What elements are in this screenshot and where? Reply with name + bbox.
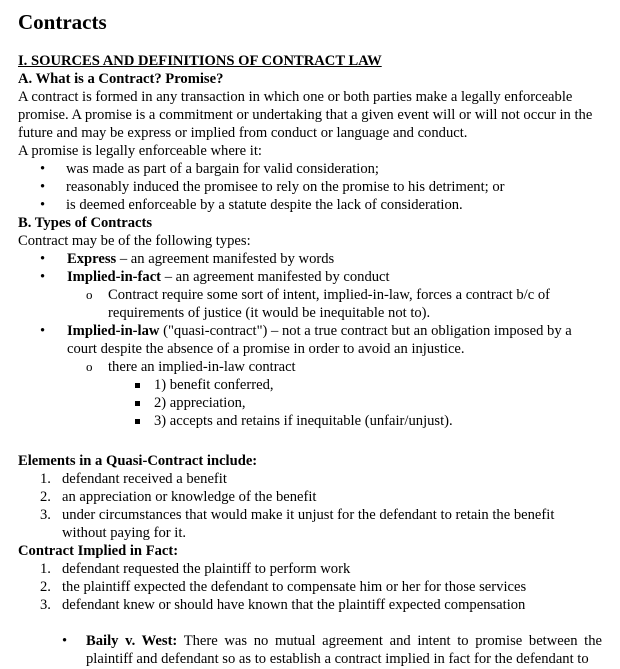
document-title: Contracts — [18, 10, 107, 34]
subheading-what-is-contract: A. What is a Contract? Promise? — [18, 71, 224, 87]
list-item — [18, 560, 602, 578]
list-item: • was made as part of a bargain for valid consideration; — [18, 160, 602, 178]
list-item: 3) accepts and retains if inequitable (unfair/unjust). — [18, 412, 602, 430]
list-item — [18, 578, 602, 596]
implied-in-fact-elements-list — [18, 560, 602, 614]
term-express-desc: – an agreement manifested by words — [116, 251, 335, 267]
list-item — [18, 506, 602, 542]
list-item: • is deemed enforceable by a statute despite the lack of consideration. — [18, 196, 602, 214]
list-text: an appreciation or knowledge of the benefit — [62, 489, 317, 505]
paragraph-types-intro: Contract may be of the following types: — [18, 233, 251, 249]
term-express: Express — [67, 251, 117, 267]
enforceable-conditions-list — [18, 160, 602, 214]
list-item-express — [18, 250, 602, 268]
contract-types-list — [18, 250, 602, 286]
paragraph-contract-definition: A contract is formed in any transaction in which one or both parties make a legally enforceable promise. A promise is a commitment or undertaking that a given event will or will not occur in the future and may be express or implied from conduct or language and conduct. — [18, 89, 593, 141]
term-implied-in-fact-desc: – an agreement manifested by conduct — [161, 269, 390, 285]
list-number: 2. — [40, 489, 51, 505]
paragraph-enforceable-intro: A promise is legally enforceable where it: — [18, 143, 262, 159]
case-list — [18, 632, 602, 668]
term-implied-in-law: Implied-in-law — [67, 323, 160, 339]
list-item-implied-in-law — [18, 322, 602, 358]
list-number: 3. — [40, 507, 51, 523]
quasi-contract-elements-list — [18, 470, 602, 542]
case-summary: There was no mutual agreement and intent to promise between the plaintiff and defendant so as to establish a contract implied in fact for the defendant to — [86, 633, 602, 667]
list-text: defendant knew or should have known that the plaintiff expected compensation — [62, 597, 526, 613]
list-number: 2. — [40, 579, 51, 595]
term-implied-in-law-desc: ("quasi-contract") – not a true contract but an obligation imposed by a court despite the absence of a promise in order to avoid an injustice. — [67, 323, 572, 357]
implied-fact-sublist — [18, 286, 602, 322]
case-name: Baily v. West: — [86, 633, 178, 649]
term-implied-in-fact: Implied-in-fact — [67, 269, 162, 285]
heading-contract-implied-in-fact: Contract Implied in Fact: — [18, 543, 179, 559]
case-item-baily-v-west — [18, 632, 602, 668]
subheading-types-of-contracts: B. Types of Contracts — [18, 215, 153, 231]
heading-quasi-contract-elements: Elements in a Quasi-Contract include: — [18, 453, 258, 469]
list-item: 1) benefit conferred, — [18, 376, 602, 394]
list-item: • reasonably induced the promisee to rely on the promise to his detriment; or — [18, 178, 602, 196]
list-item: o Contract require some sort of intent, implied-in-law, forces a contract b/c of requirements of justice (it would be inequitable not to). — [18, 286, 602, 322]
list-number: 1. — [40, 561, 51, 577]
list-text: defendant received a benefit — [62, 471, 227, 487]
list-text: under circumstances that would make it unjust for the defendant to retain the benefit without paying for it. — [62, 507, 555, 541]
implied-law-elements-list — [18, 376, 602, 430]
implied-law-sublist — [18, 358, 602, 376]
list-item — [18, 470, 602, 488]
list-item — [18, 488, 602, 506]
list-text: defendant requested the plaintiff to perform work — [62, 561, 351, 577]
list-item — [18, 596, 602, 614]
list-item: o there an implied-in-law contract — [18, 358, 602, 376]
list-number: 3. — [40, 597, 51, 613]
list-item: 2) appreciation, — [18, 394, 602, 412]
list-item-implied-in-fact — [18, 268, 602, 286]
contract-types-list-cont — [18, 322, 602, 358]
list-text: the plaintiff expected the defendant to compensate him or her for those services — [62, 579, 527, 595]
list-number: 1. — [40, 471, 51, 487]
section-heading-sources: I. SOURCES AND DEFINITIONS OF CONTRACT LAW — [18, 53, 382, 69]
